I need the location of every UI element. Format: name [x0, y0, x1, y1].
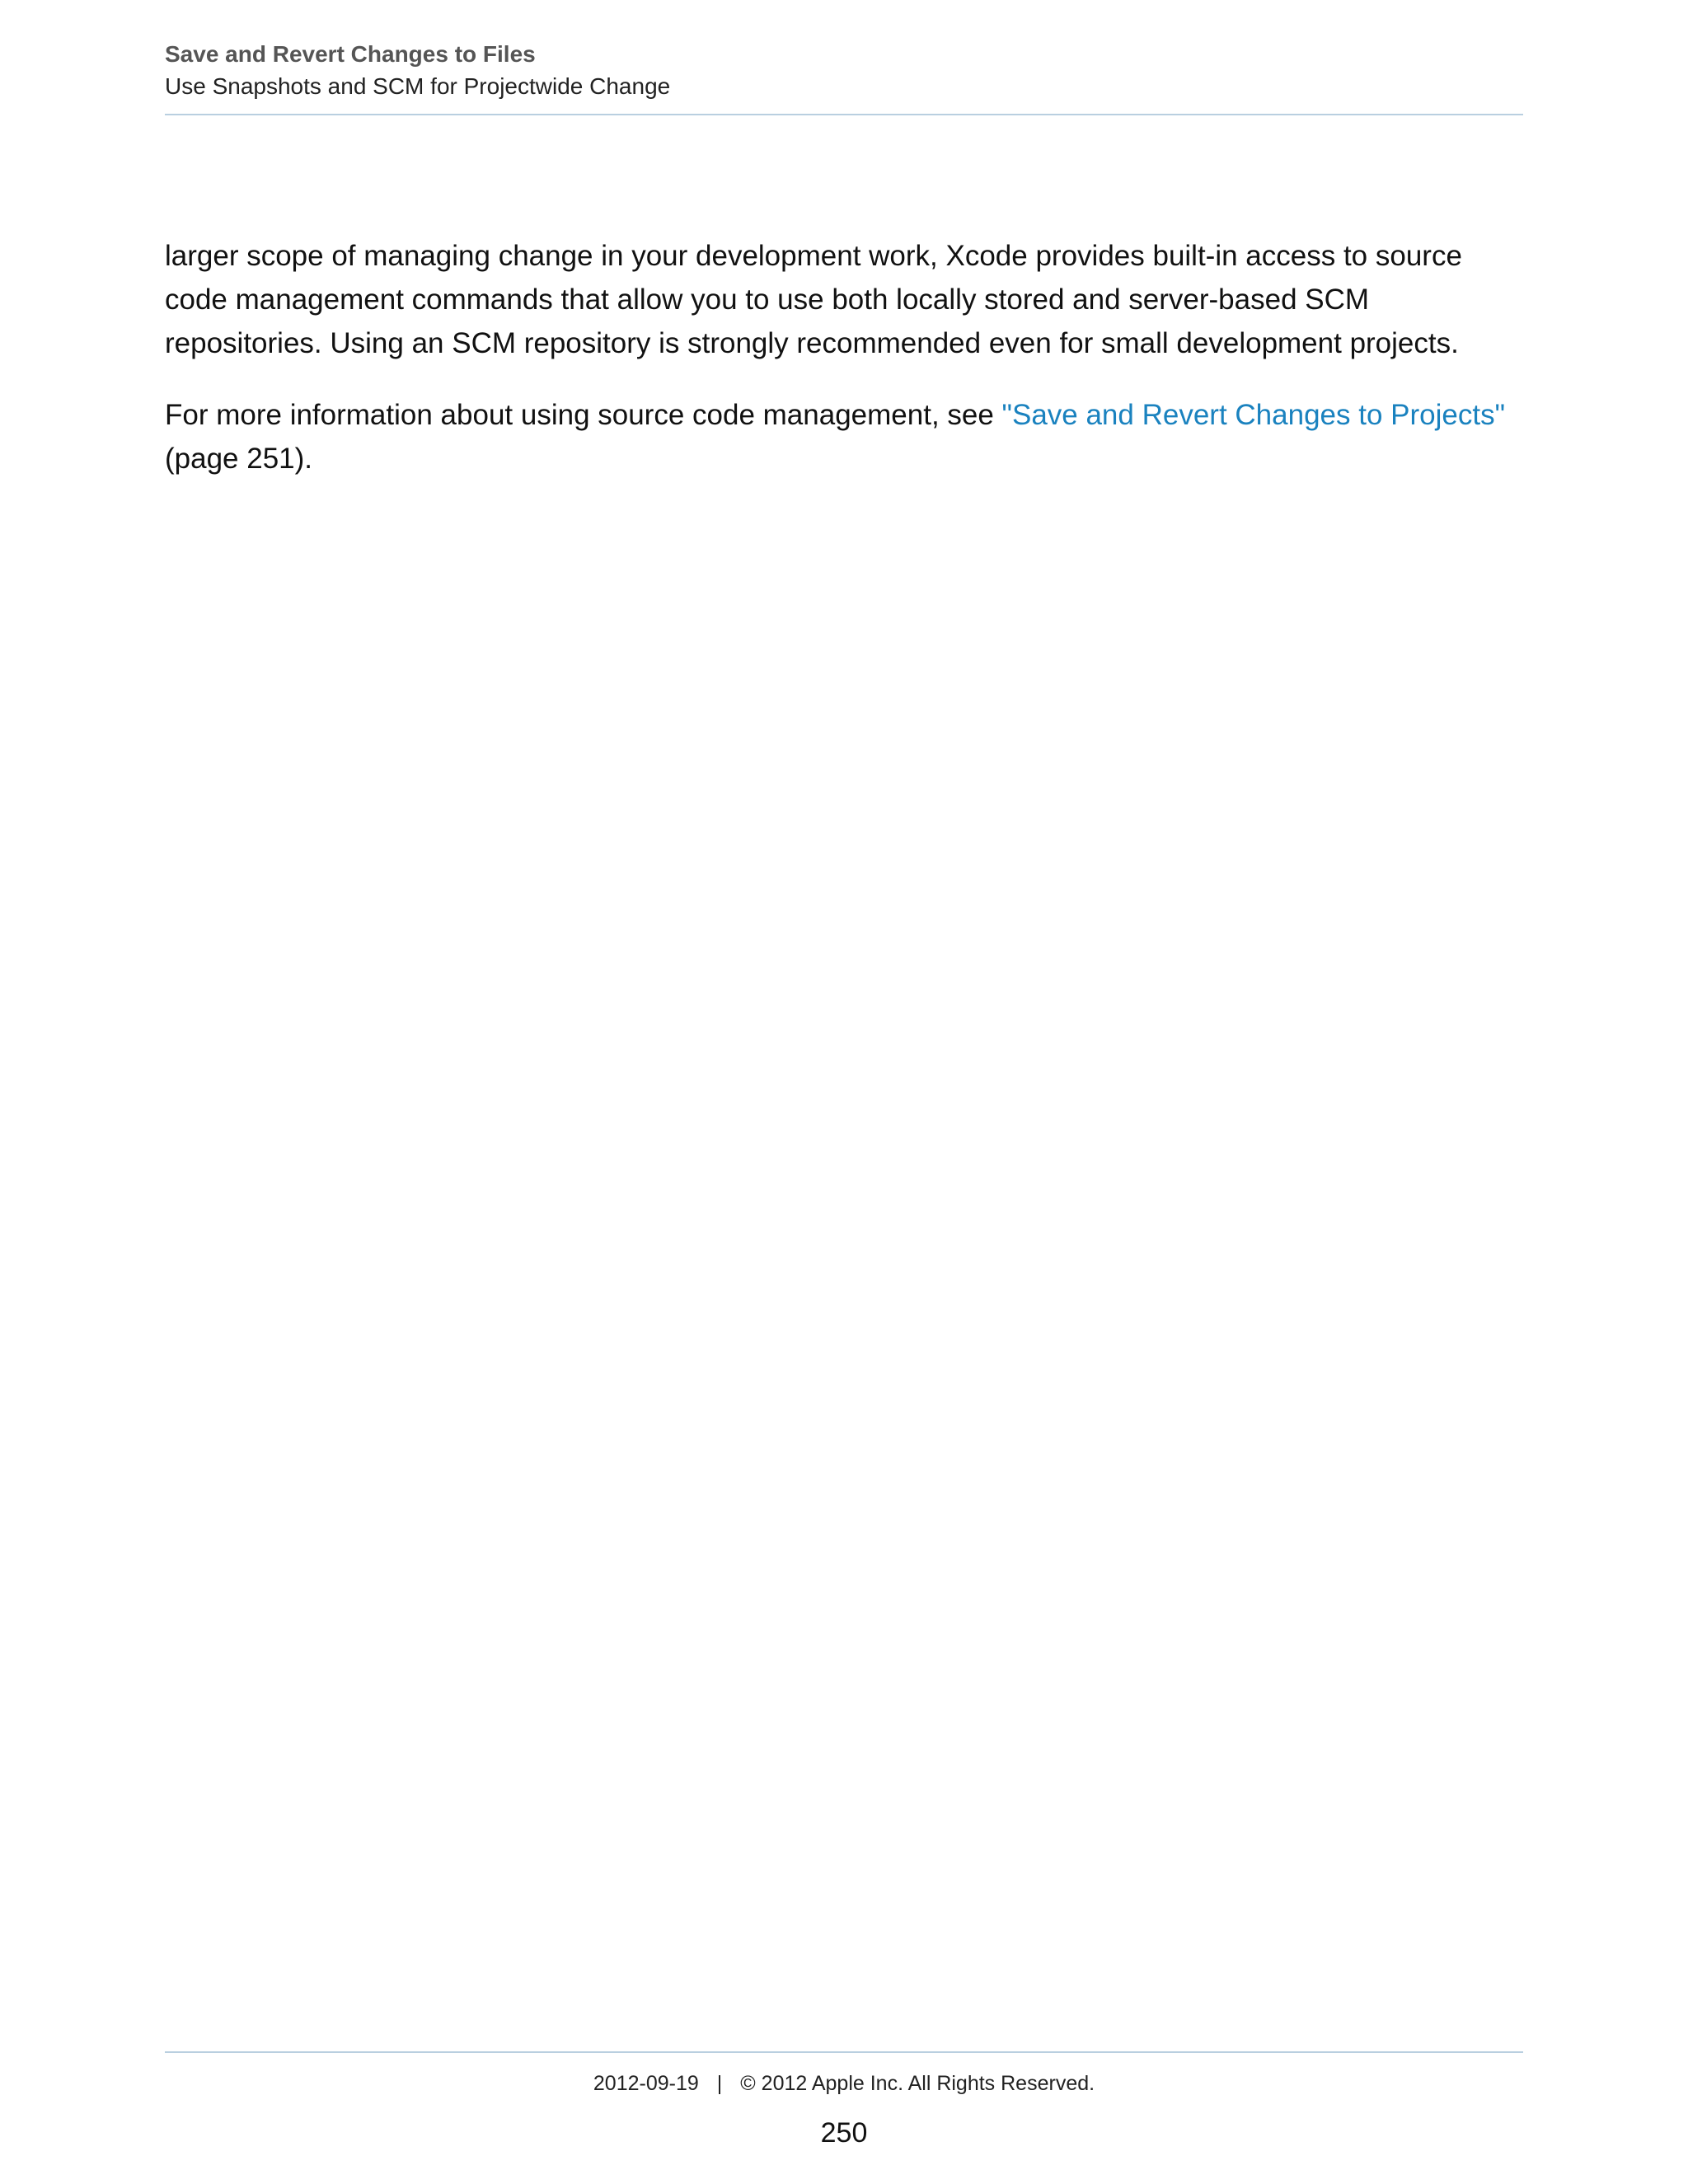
paragraph-1: larger scope of managing change in your development work, Xcode provides built-in access to source code management commands that allow you to use both locally stored and server-based SCM repositories. Using an SCM repository is strongly recommended even for small development projects. [165, 240, 1462, 359]
paragraph-2-text-before-link: For more information about using source code management, see [165, 399, 1002, 431]
running-header [165, 40, 1523, 104]
paragraph-2-text-after-link: (page 251). [165, 443, 313, 475]
section-title: Use Snapshots and SCM for Projectwide Change [165, 73, 671, 99]
footer-date: 2012-09-19 [593, 2072, 699, 2095]
body-text [165, 234, 1525, 509]
footer [0, 2069, 1688, 2098]
paragraph-2 [165, 393, 1525, 480]
footer-separator: | [716, 2072, 723, 2095]
page-number: 250 [820, 2117, 868, 2149]
projects-crossref-link[interactable]: "Save and Revert Changes to Projects" [1001, 399, 1505, 431]
footer-divider [165, 2051, 1523, 2053]
header-divider [165, 114, 1523, 115]
chapter-title: Save and Revert Changes to Files [165, 41, 536, 67]
footer-copyright: © 2012 Apple Inc. All Rights Reserved. [740, 2072, 1095, 2095]
